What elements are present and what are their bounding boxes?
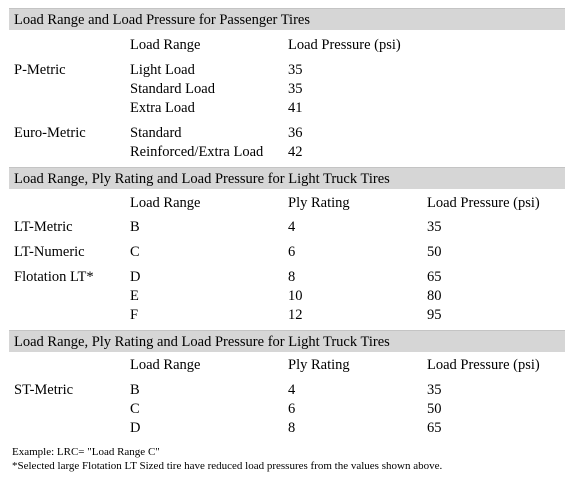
cell-load-pressure: 35	[427, 219, 442, 235]
header-ply-rating: Ply Rating	[288, 357, 350, 373]
cell-load-pressure: 50	[427, 401, 442, 417]
cell-load-pressure: 35	[427, 382, 442, 398]
cell-load-pressure: 35	[288, 62, 303, 78]
row-label: Euro-Metric	[14, 125, 86, 141]
row-label: Flotation LT*	[14, 269, 94, 285]
cell-load-range: D	[130, 420, 141, 436]
header-load-range: Load Range	[130, 357, 201, 373]
cell-load-pressure: 65	[427, 420, 442, 436]
cell-ply-rating: 4	[288, 382, 296, 398]
cell-load-range: E	[130, 288, 139, 304]
cell-load-pressure: 65	[427, 269, 442, 285]
section-title-st: Load Range, Ply Rating and Load Pressure for Light Truck Tires	[9, 330, 565, 352]
cell-load-range: Light Load	[130, 62, 195, 78]
row-label: LT-Metric	[14, 219, 73, 235]
header-load-pressure: Load Pressure (psi)	[288, 37, 401, 53]
cell-load-range: Standard	[130, 125, 182, 141]
header-load-range: Load Range	[130, 195, 201, 211]
header-load-range: Load Range	[130, 37, 201, 53]
cell-load-pressure: 41	[288, 100, 303, 116]
header-load-pressure: Load Pressure (psi)	[427, 357, 540, 373]
cell-ply-rating: 8	[288, 420, 296, 436]
footnote-example: Example: LRC= "Load Range C"	[12, 446, 160, 458]
cell-ply-rating: 6	[288, 244, 296, 260]
section-title-passenger: Load Range and Load Pressure for Passenger Tires	[9, 8, 565, 30]
cell-ply-rating: 6	[288, 401, 296, 417]
cell-ply-rating: 12	[288, 307, 303, 323]
header-ply-rating: Ply Rating	[288, 195, 350, 211]
cell-load-range: B	[130, 219, 140, 235]
header-load-pressure: Load Pressure (psi)	[427, 195, 540, 211]
cell-ply-rating: 4	[288, 219, 296, 235]
cell-load-pressure: 80	[427, 288, 442, 304]
cell-load-pressure: 42	[288, 144, 303, 160]
cell-load-pressure: 36	[288, 125, 303, 141]
row-label: ST-Metric	[14, 382, 74, 398]
cell-load-range: F	[130, 307, 139, 323]
cell-ply-rating: 10	[288, 288, 303, 304]
cell-load-range: B	[130, 382, 140, 398]
cell-ply-rating: 8	[288, 269, 296, 285]
cell-load-range: C	[130, 244, 140, 260]
cell-load-range: C	[130, 401, 140, 417]
cell-load-pressure: 95	[427, 307, 442, 323]
row-label: P-Metric	[14, 62, 66, 78]
cell-load-range: Reinforced/Extra Load	[130, 144, 264, 160]
cell-load-pressure: 50	[427, 244, 442, 260]
footnote-flotation: *Selected large Flotation LT Sized tire have reduced load pressures from the values shown above.	[12, 460, 443, 472]
cell-load-range: Extra Load	[130, 100, 195, 116]
cell-load-pressure: 35	[288, 81, 303, 97]
section-title-light-truck: Load Range, Ply Rating and Load Pressure for Light Truck Tires	[9, 167, 565, 189]
cell-load-range: D	[130, 269, 141, 285]
cell-load-range: Standard Load	[130, 81, 215, 97]
row-label: LT-Numeric	[14, 244, 85, 260]
